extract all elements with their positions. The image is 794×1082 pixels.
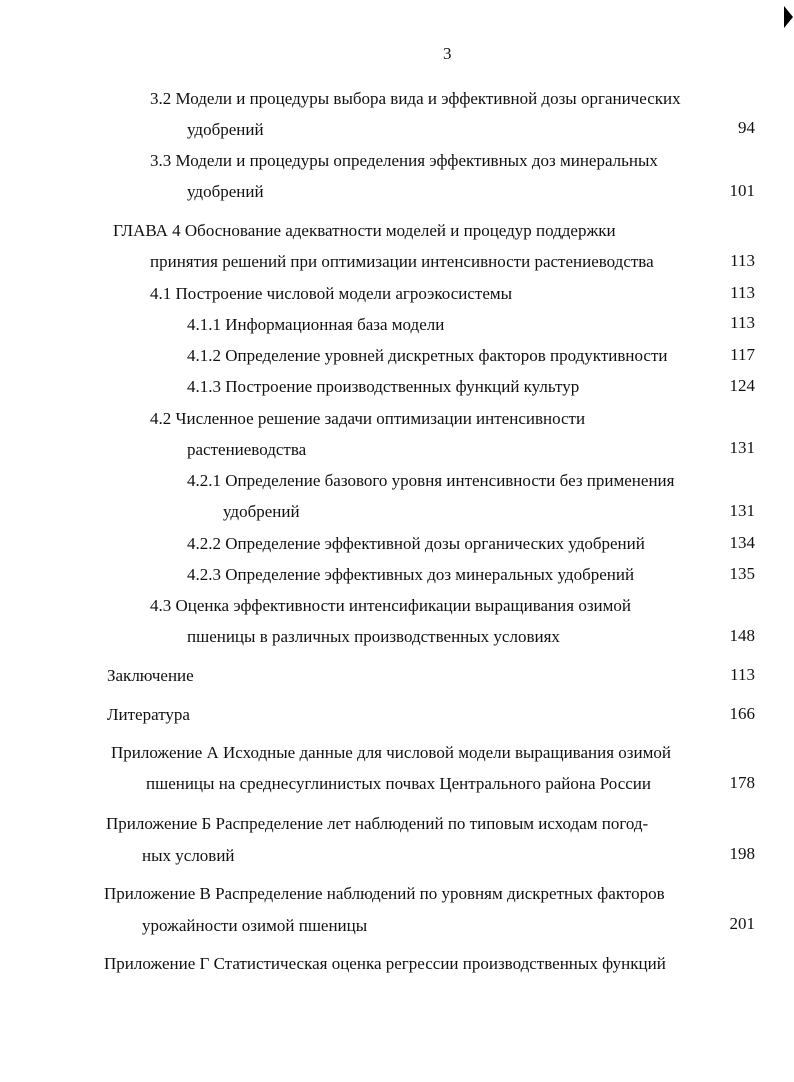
toc-entry-appendix-a-title: Приложение А Исходные данные для числовой модели выращивания озимой: [111, 743, 671, 762]
scan-edge-mark: [784, 6, 793, 28]
toc-entry-4-3-title: 4.3 Оценка эффективности интенсификации выращивания озимой: [150, 596, 631, 615]
toc-entry-4-2-title-cont: растениеводства: [187, 440, 307, 459]
toc-entry-4-3-title-cont: пшеницы в различных производственных условиях: [187, 627, 560, 646]
toc-entry-appendix-a-page: 178: [729, 773, 755, 792]
toc-entry-3-3-title-cont: удобрений: [187, 182, 264, 201]
toc-entry-3-2-page: 94: [738, 118, 755, 137]
toc-entry-4-2-2-title: 4.2.2 Определение эффективной дозы органических удобрений: [187, 534, 645, 553]
toc-entry-3-2-title: 3.2 Модели и процедуры выбора вида и эффективной дозы органических: [150, 89, 681, 108]
toc-entry-4-1-page: 113: [730, 283, 755, 302]
toc-entry-conclusion-page: 113: [730, 665, 755, 684]
toc-entry-appendix-v-page: 201: [729, 914, 755, 933]
toc-entry-appendix-v-title-cont: урожайности озимой пшеницы: [142, 916, 368, 935]
toc-entry-4-2-title: 4.2 Численное решение задачи оптимизации интенсивности: [150, 409, 586, 428]
toc-entry-chapter-4-title-cont: принятия решений при оптимизации интенсивности растениеводства: [150, 252, 654, 271]
toc-entry-appendix-a-title-cont: пшеницы на среднесуглинистых почвах Центрального района России: [146, 774, 651, 793]
toc-entry-4-1-title: 4.1 Построение числовой модели агроэкосистемы: [150, 284, 513, 303]
toc-entry-appendix-g-title: Приложение Г Статистическая оценка регрессии производственных функций: [104, 954, 666, 973]
toc-entry-appendix-b-page: 198: [729, 844, 755, 863]
toc-entry-4-1-1-title: 4.1.1 Информационная база модели: [187, 315, 445, 334]
toc-entry-4-2-1-title: 4.2.1 Определение базового уровня интенсивности без применения: [187, 471, 675, 490]
toc-entry-4-1-2-title: 4.1.2 Определение уровней дискретных факторов продуктивности: [187, 346, 668, 365]
toc-entry-appendix-b-title-cont: ных условий: [142, 846, 235, 865]
toc-entry-references-page: 166: [729, 704, 755, 723]
toc-entry-4-2-page: 131: [729, 438, 755, 457]
toc-entry-4-2-3-page: 135: [729, 564, 755, 583]
toc-entry-3-3-page: 101: [729, 181, 755, 200]
toc-entry-4-2-1-title-cont: удобрений: [223, 502, 300, 521]
page-number: 3: [443, 44, 452, 63]
toc-entry-4-1-2-page: 117: [730, 345, 755, 364]
toc-entry-appendix-b-title: Приложение Б Распределение лет наблюдений по типовым исходам погод-: [106, 814, 649, 833]
toc-entry-chapter-4-page: 113: [730, 251, 755, 270]
toc-entry-4-2-2-page: 134: [729, 533, 755, 552]
toc-entry-4-2-1-page: 131: [729, 501, 755, 520]
toc-entry-3-2-title-cont: удобрений: [187, 120, 264, 139]
toc-entry-conclusion-title: Заключение: [107, 666, 194, 685]
toc-entry-appendix-v-title: Приложение В Распределение наблюдений по уровням дискретных факторов: [104, 884, 665, 903]
toc-entry-4-1-3-page: 124: [729, 376, 755, 395]
toc-entry-4-3-page: 148: [729, 626, 755, 645]
toc-entry-3-3-title: 3.3 Модели и процедуры определения эффективных доз минеральных: [150, 151, 658, 170]
toc-entry-4-1-1-page: 113: [730, 313, 755, 332]
toc-entry-references-title: Литература: [107, 705, 190, 724]
toc-entry-4-2-3-title: 4.2.3 Определение эффективных доз минеральных удобрений: [187, 565, 635, 584]
toc-entry-4-1-3-title: 4.1.3 Построение производственных функций культур: [187, 377, 580, 396]
toc-entry-chapter-4-title: ГЛАВА 4 Обоснование адекватности моделей и процедур поддержки: [113, 221, 616, 240]
